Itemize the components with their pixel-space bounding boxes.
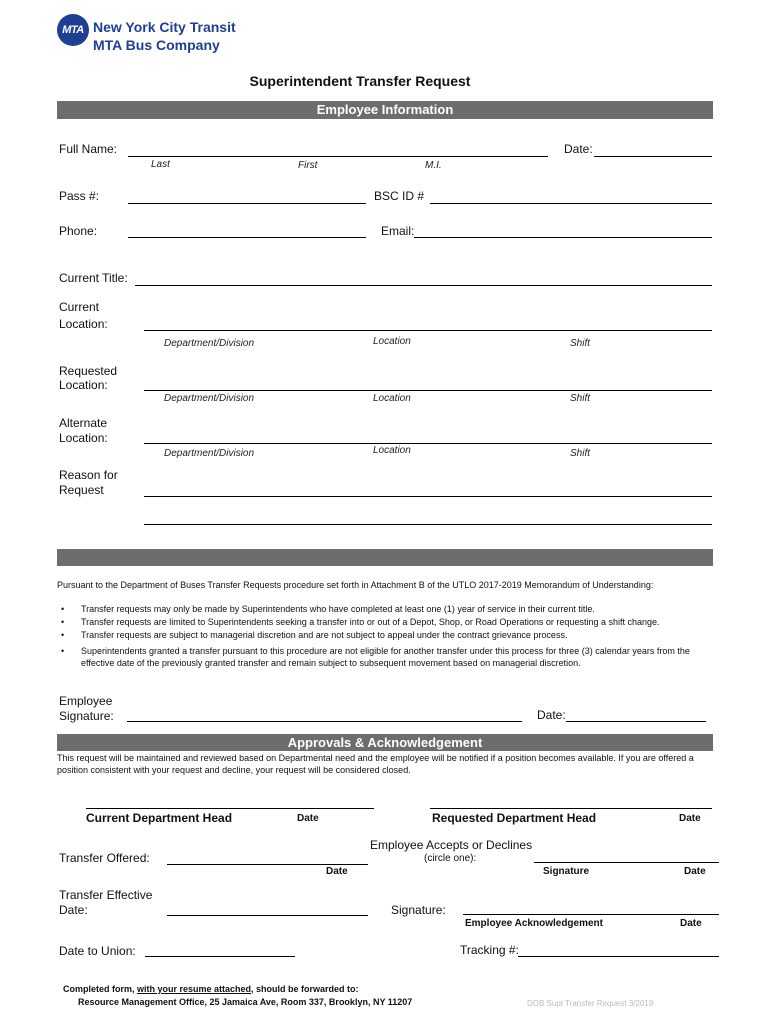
last-name-caption: Last <box>151 159 170 170</box>
bullet-dot: • <box>61 604 65 614</box>
signature-date-label: Date: <box>537 708 566 722</box>
requested-location-caption: Location <box>373 393 411 404</box>
employee-signature-label-line2: Signature: <box>59 709 114 723</box>
current-head-date-caption: Date <box>297 813 319 824</box>
footer-address: Resource Management Office, 25 Jamaica Ave, Room 337, Brooklyn, NY 11207 <box>78 997 413 1007</box>
full-name-label: Full Name: <box>59 142 118 156</box>
first-name-caption: First <box>298 160 318 171</box>
policy-bullet-text: Superintendents granted a transfer pursuant to this procedure are not eligible for another transfer under this process for three (3) calendar years from the effective date of the previously granted transfer and remain subject to subsequent movement based on managerial discretion. <box>81 646 690 668</box>
ack-signature-label: Signature: <box>391 903 446 917</box>
circle-one-caption: (circle one): <box>424 853 477 864</box>
accept-signature-caption: Signature <box>543 866 590 877</box>
section-bar-approvals: Approvals & Acknowledgement <box>57 734 713 751</box>
requested-shift-caption: Shift <box>570 393 591 404</box>
section-bar-policy <box>57 549 713 566</box>
policy-bullet-text: Transfer requests may only be made by Superintendents who have completed at least one (1) year of service in their current title. <box>81 604 595 614</box>
signature-date-field[interactable] <box>566 721 706 722</box>
transfer-effective-date-field[interactable] <box>167 915 368 916</box>
current-title-field[interactable] <box>135 285 712 286</box>
accept-date-caption: Date <box>684 866 706 877</box>
email-field[interactable] <box>414 237 712 238</box>
accept-signature-field[interactable] <box>534 862 719 863</box>
phone-label: Phone: <box>59 224 98 238</box>
alternate-location-field[interactable] <box>144 443 712 444</box>
requested-dept-caption: Department/Division <box>164 393 255 404</box>
requested-location-label-line2: Location: <box>59 378 108 392</box>
policy-bullet-text: Transfer requests are limited to Superintendents seeking a transfer into or out of a Depot, Shop, or Road Operations or requesting a shift change. <box>81 617 660 627</box>
email-label: Email: <box>381 224 415 238</box>
footer-instruction <box>63 984 359 994</box>
tracking-label: Tracking #: <box>460 943 519 957</box>
date-to-union-label: Date to Union: <box>59 944 136 958</box>
employee-signature-label-line1: Employee <box>59 694 113 708</box>
alternate-dept-caption: Department/Division <box>164 448 255 459</box>
bullet-dot: • <box>61 617 65 627</box>
org-name-nyct: New York City Transit <box>93 19 236 35</box>
requested-head-label: Requested Department Head <box>432 811 597 825</box>
current-title-label: Current Title: <box>59 271 128 285</box>
policy-bullet <box>57 603 713 615</box>
phone-field[interactable] <box>128 237 366 238</box>
form-id: DOB Supt Transfer Request 3/2019 <box>527 999 654 1008</box>
bsc-id-field[interactable] <box>430 203 712 204</box>
transfer-offered-label: Transfer Offered: <box>59 851 150 865</box>
requested-head-signature-field[interactable] <box>430 808 712 809</box>
accepts-declines-label: Employee Accepts or Declines <box>370 838 533 852</box>
reason-field-line2[interactable] <box>144 524 712 525</box>
policy-bullet-list <box>57 603 713 670</box>
pass-label: Pass #: <box>59 189 100 203</box>
bullet-dot: • <box>61 646 65 656</box>
current-location-label-line1: Current <box>59 300 100 314</box>
date-label: Date: <box>564 142 593 156</box>
reason-label-line1: Reason for <box>59 468 118 482</box>
reason-label-line2: Request <box>59 483 104 497</box>
requested-location-field[interactable] <box>144 390 712 391</box>
current-location-field[interactable] <box>144 330 712 331</box>
form-title: Superintendent Transfer Request <box>249 73 471 89</box>
transfer-offered-date-field[interactable] <box>167 864 368 865</box>
policy-bullet <box>57 645 713 669</box>
tracking-field[interactable] <box>518 956 719 957</box>
employee-signature-field[interactable] <box>127 721 522 722</box>
ack-date-caption: Date <box>680 918 702 929</box>
footer-emphasis: with your resume attached <box>137 984 252 994</box>
policy-bullet <box>57 616 713 628</box>
bsc-id-label: BSC ID # <box>374 189 425 203</box>
policy-bullet <box>57 629 713 641</box>
current-head-signature-field[interactable] <box>86 808 374 809</box>
bullet-dot: • <box>61 630 65 640</box>
policy-intro: Pursuant to the Department of Buses Transfer Requests procedure set forth in Attachment B of the UTLO 2017-2019 Memorandum of Understanding: <box>57 580 654 590</box>
full-name-field[interactable] <box>128 156 548 157</box>
requested-location-label-line1: Requested <box>59 364 118 378</box>
footer-prefix: Completed form, <box>63 984 138 994</box>
reason-field-line1[interactable] <box>144 496 712 497</box>
current-location-caption: Location <box>373 336 411 347</box>
ack-caption: Employee Acknowledgement <box>465 918 603 929</box>
transfer-effective-label-line2: Date: <box>59 903 88 917</box>
alternate-location-label-line2: Location: <box>59 431 108 445</box>
current-location-label-line2: Location: <box>59 317 108 331</box>
approvals-notice: This request will be maintained and reviewed based on Departmental need and the employee will be notified if a position becomes available. If you are offered a position consistent with your request and decline, your request will be considered closed. <box>57 753 694 775</box>
transfer-effective-label-line1: Transfer Effective <box>59 888 153 902</box>
org-name-mtabus: MTA Bus Company <box>93 37 220 53</box>
policy-bullet-text: Transfer requests are subject to managerial discretion and are not subject to appeal under the contract grievance process. <box>81 630 568 640</box>
requested-head-date-caption: Date <box>679 813 701 824</box>
current-shift-caption: Shift <box>570 338 591 349</box>
mta-logo: MTA <box>57 14 89 46</box>
footer-suffix: , should be forwarded to: <box>251 984 359 994</box>
date-to-union-field[interactable] <box>145 956 295 957</box>
alternate-shift-caption: Shift <box>570 448 591 459</box>
pass-field[interactable] <box>128 203 366 204</box>
alternate-location-caption: Location <box>373 445 411 456</box>
date-field[interactable] <box>594 156 712 157</box>
middle-initial-caption: M.I. <box>425 160 442 171</box>
ack-signature-field[interactable] <box>463 914 719 915</box>
alternate-location-label-line1: Alternate <box>59 416 108 430</box>
current-head-label: Current Department Head <box>86 811 233 825</box>
transfer-offered-date-caption: Date <box>326 866 348 877</box>
section-bar-employee-info: Employee Information <box>57 101 713 119</box>
current-dept-caption: Department/Division <box>164 338 255 349</box>
